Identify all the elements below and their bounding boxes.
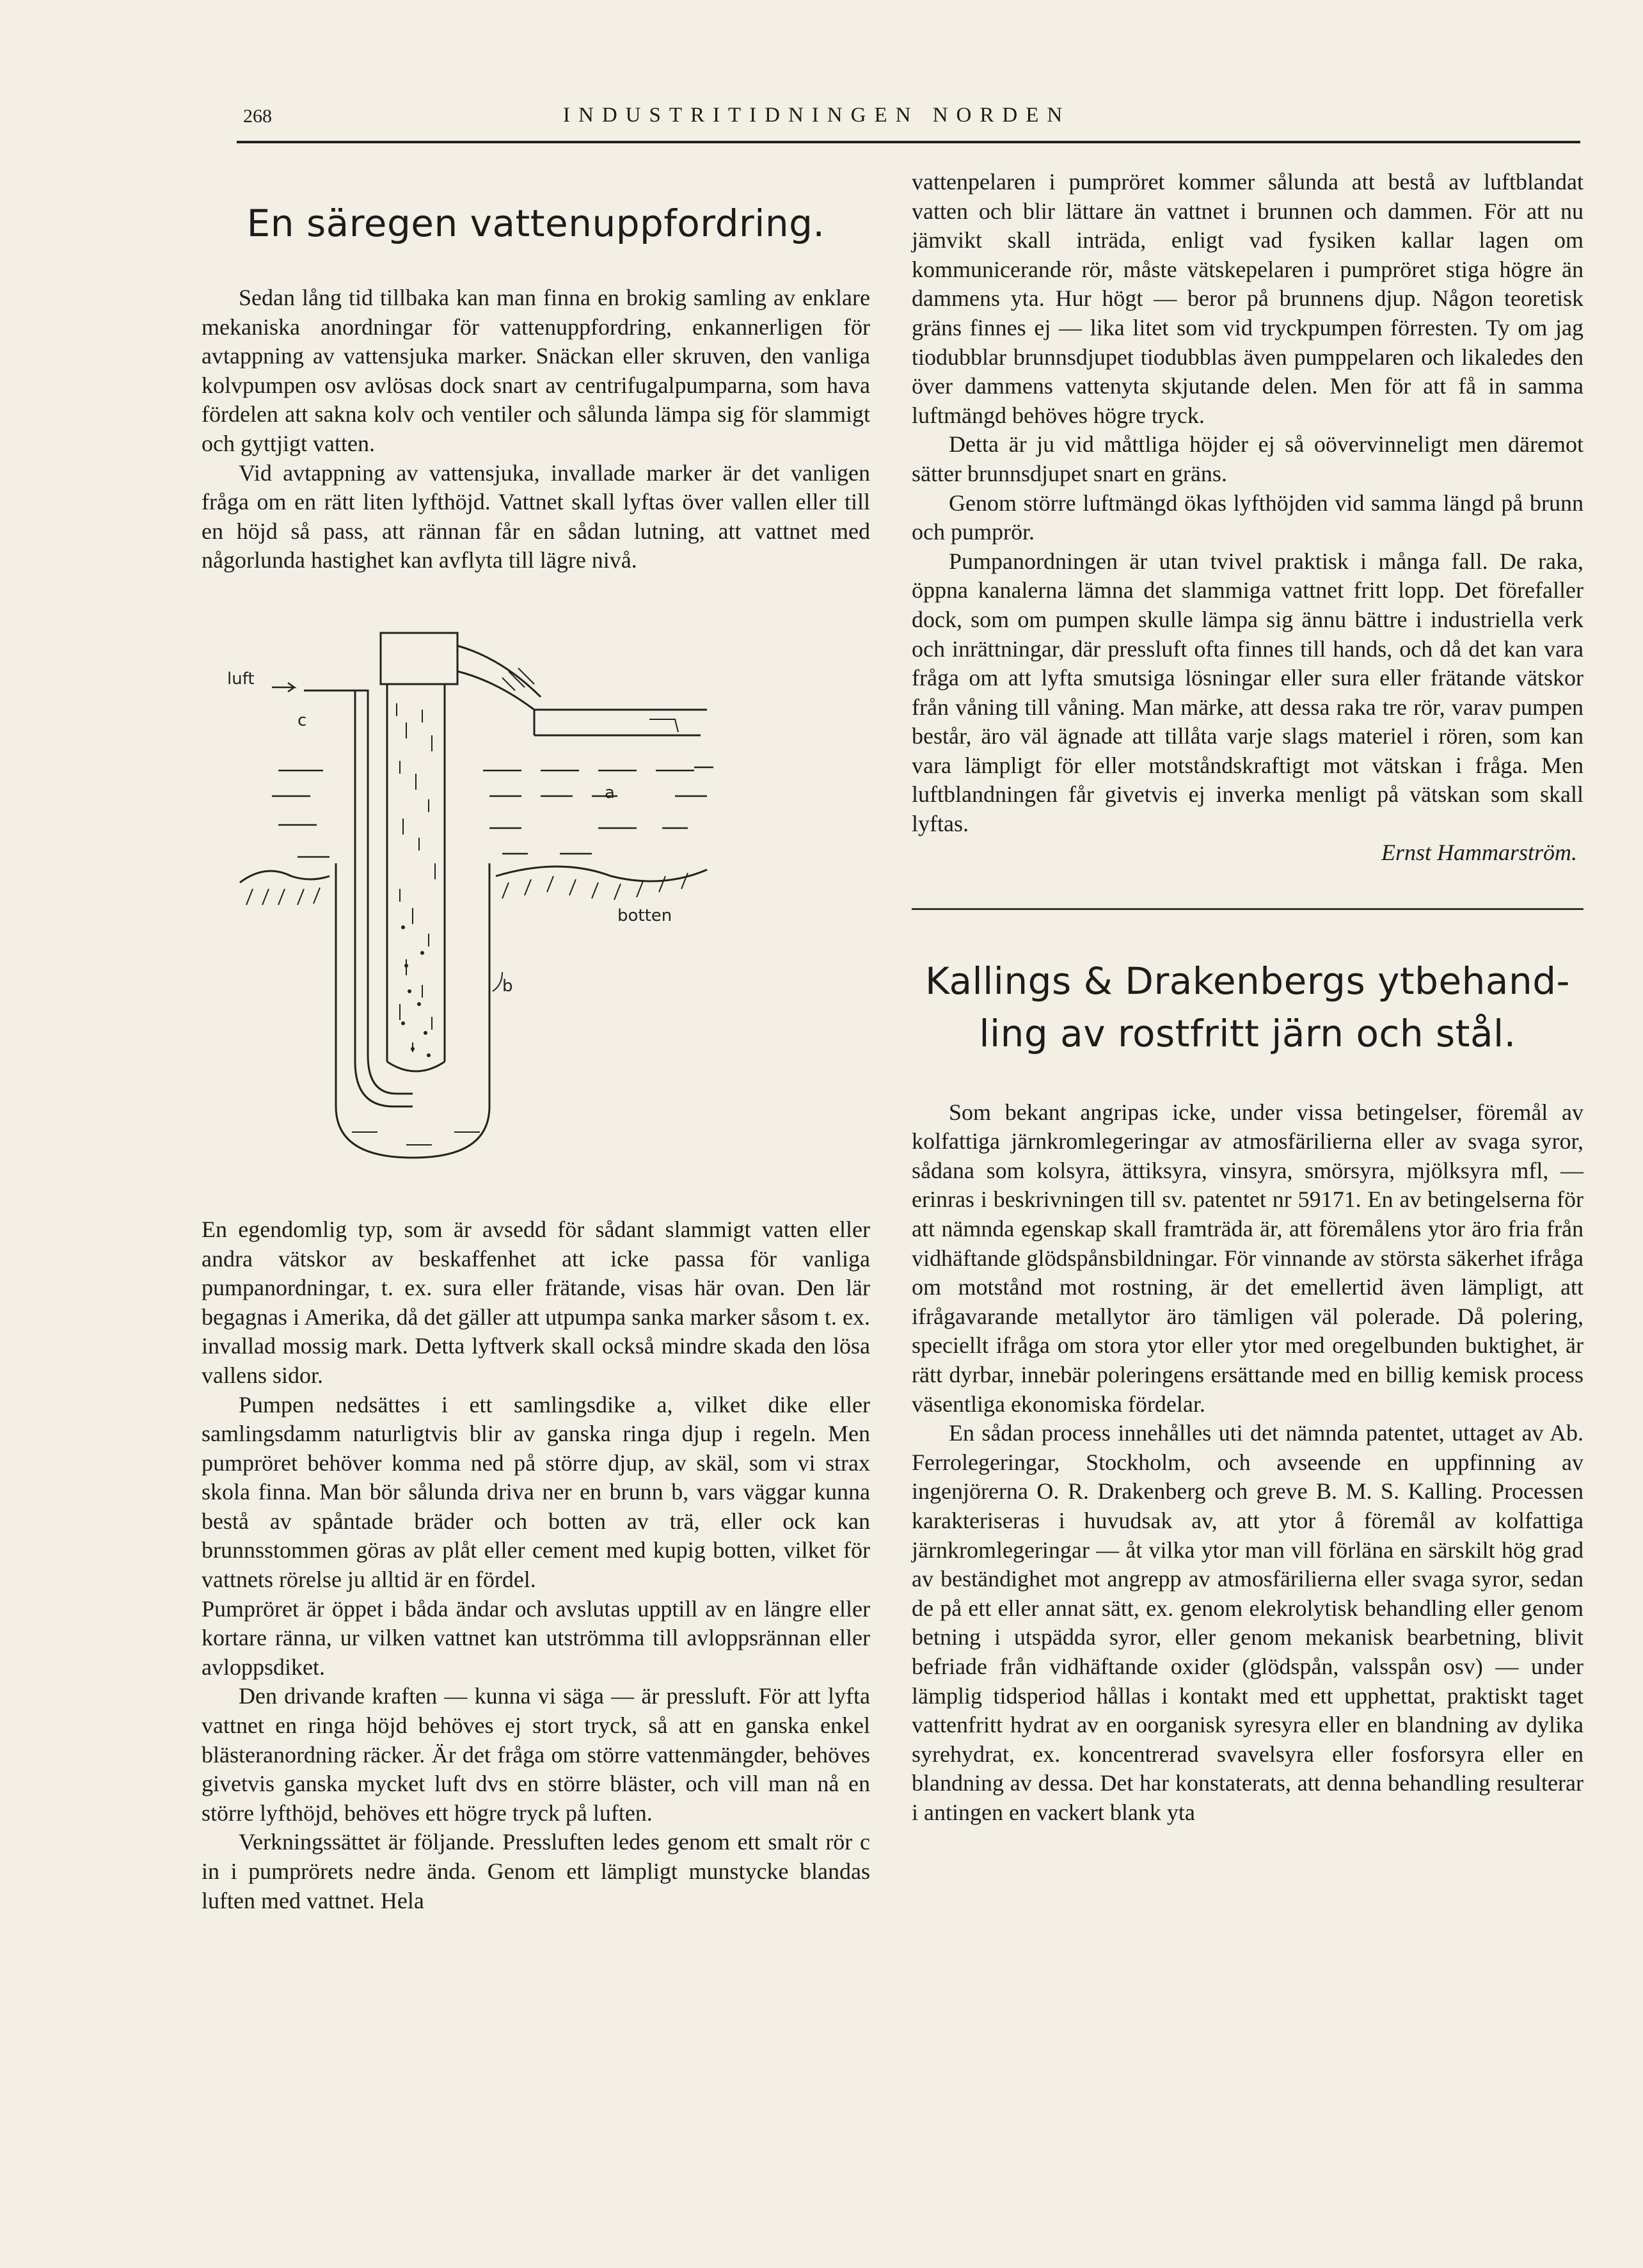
paragraph: Verkningssättet är följande. Pressluften ledes genom ett smalt rör c in i pumprörets nedre ända. Genom ett lämpligt munstycke blandas luften med vattnet. Hela: [202, 1829, 870, 1913]
label-botten: botten: [617, 906, 672, 925]
paragraph: Pumpanordningen är utan tvivel praktisk i många fall. De raka, öppna kanalerna lämna det slammiga vattnet fritt lopp. Det förefaller dock, som om pumpen skulle lämpa sig ännu bättre i industriella verk och inrättningar, där pressluft ofta finnes till hands, och då det kan vara fråga om att lyfta smutsiga lösningar eller sura eller frätande vätskor från våning till våning. Man märke, att dessa raka tre rör, varav pumpen består, äro väl ägnade att tillåta varje slags materiel i rören, som kan vara lämpligt för eller motståndskraftigt mot vätskan i fråga. Men luftblandningen får givetvis ej inverka menligt på vätskan som skall lyftas.: [912, 548, 1583, 837]
label-b: b: [502, 976, 513, 996]
pump-diagram: [202, 607, 870, 1183]
air-pipe-c: [304, 691, 413, 1106]
pump-pipe: [387, 684, 445, 1062]
paragraph: En sådan process innehålles uti det nämnda patentet, uttaget av Ab. Ferrolegeringar, Stockholm, och avseende en uppfinning av ingenjörerna O. R. Drakenberg och greve B. M. S. Kalling. Processen karakteriseras i huvudsak av, att ytor å föremål av kolfattiga järnkromlegeringar — åt vilka ytor man vill förläna en särskilt hög grad av beständighet mot angrepp av atmosfärilierna eller svaga syror, sedan de på ett eller annat sätt, ex. genom elekrolytisk behandling eller genom betning i utspädda syror, eller genom mekanisk bearbetning, blivit befriade från vidhäftande oxider (glödspån, valsspån osv) — under lämplig tidsperiod hållas i kontakt med ett upphettat, praktiskt taget vattenfritt hydrat av en oorganisk syresyra eller en blandning av dylika syrehydrat, ex. koncentrerad svavelsyra eller fosforsyra eller en blandning av dessa. Det har konstaterats, att denna behandling resulterar i antingen en vackert blank yta: [912, 1420, 1583, 1825]
label-c: c: [298, 710, 307, 730]
left-column: [202, 160, 870, 1915]
ground-left: [240, 871, 329, 882]
paragraph: Den drivande kraften — kunna vi säga — är pressluft. För att lyfta vattnet en ringa höjd behöves ej stort tryck, så att en ganska enkel blästeranordning räcker. Är det fråga om större vattenmängder, behöves givetvis ganska mycket luft dvs en större bläster, och vill man nå en större lyfthöjd, behöves ett högre tryck på luften.: [202, 1683, 870, 1826]
pump-diagram-svg: [202, 607, 870, 1183]
section-divider: [912, 908, 1583, 910]
paragraph: Sedan lång tid tillbaka kan man finna en brokig samling av enklare mekaniska anordningar för vattenuppfordring, enkannerligen för avtappning av vattensjuka marker. Snäckan eller skruven, den vanliga kolvpumpen osv avlösas dock snart av centrifugalpumparna, som hava fördelen att sakna kolv och ventiler och sålunda lämpa sig för slammigt och gyttjigt vatten.: [202, 285, 870, 456]
article1-continuation: [912, 168, 1583, 839]
header-rule: [237, 141, 1580, 143]
ground-right: [496, 866, 707, 881]
article2-title-line1: Kallings & Drakenbergs ytbehand-: [925, 959, 1570, 1003]
article1-body: [202, 1215, 870, 1915]
paragraph: Genom större luftmängd ökas lyfthöjden vid samma längd på brunn och pumprör.: [912, 490, 1583, 545]
well-b: [336, 863, 489, 1158]
article1-title: En säregen vattenuppfordring.: [246, 202, 825, 245]
paragraph: Pumpen nedsättes i ett samlingsdike a, vilket dike eller samlingsdamm naturligtvis blir av ganska ringa djup i regeln. Men pumpröret behöver komma ned på större djup, av skäl, som vi strax skola finna. Man bör sålunda driva ner en brunn b, vars väggar kunna bestå av spåntade bräder och botten av trä, eller ock kan brunnsstommen göras av plåt eller cement med kupig botten, vilket för vattnets rörelse ju alltid är en fördel.: [202, 1391, 870, 1593]
article2-title-line2: ling av rostfritt järn och stål.: [979, 1011, 1516, 1055]
label-luft: luft: [227, 669, 255, 689]
right-column: [912, 168, 1583, 1828]
paragraph: Pumpröret är öppet i båda ändar och avslutas upptill av en längre eller kortare ränna, ur vilken vattnet kan utströmma till avloppsrännan eller avloppsdiket.: [202, 1595, 870, 1680]
paragraph: En egendomlig typ, som är avsedd för sådant slammigt vatten eller andra vätskor av beskaffenhet att icke passa för vanliga pumpanordningar, t. ex. sura eller frätande, visas här ovan. Den lär begagnas i Amerika, då det gäller att utpumpa sanka marker såsom t. ex. invallad mossig mark. Detta lyftverk skall också mindre skada den lösa vallens sidor.: [202, 1216, 870, 1388]
paragraph: Som bekant angripas icke, under vissa betingelser, föremål av kolfattiga järnkromlegeringar av atmosfärilierna eller av svaga syror, sådana som kolsyra, ättiksyra, vinsyra, smörsyra, mjölksyra mfl, — erinras i beskrivningen till sv. patentet nr 59171. En av betingelserna för att nämnda egenskap skall framträda är, att föremålens ytor äro fria från vidhäftande glödspånsbildningar. För vinnande av största säkerhet ifråga om motstånd mot rostning, är det emellertid även lämpligt, att ifrågavarande metallytor äro tämligen väl polerade. Då polering, speciellt ifråga om stora ytor eller ytor med oregelbunden buktighet, är rätt dyrbar, innebär poleringens ersättande med en billig kemisk process väsentliga ekonomiska fördelar.: [912, 1099, 1583, 1417]
author-signature: Ernst Hammarström.: [1381, 839, 1577, 865]
running-head: INDUSTRITIDNINGEN NORDEN: [563, 104, 1071, 127]
article2-title: [912, 955, 1583, 1060]
article2-body: [912, 1098, 1583, 1828]
paragraph: Vid avtappning av vattensjuka, invallade marker är det vanligen fråga om en rätt liten lyfthöjd. Vattnet skall lyftas över vallen eller till en höjd så pass, att rännan får en sådan lutning, att vattnet med någorlunda hastighet kan avflyta till lägre nivå.: [202, 459, 870, 573]
paragraph: Detta är ju vid måttliga höjder ej så oövervinneligt men däremot sätter brunnsdjupet snart en gräns.: [912, 431, 1583, 486]
article1-intro: [202, 284, 870, 575]
paragraph: vattenpelaren i pumpröret kommer sålunda att bestå av luftblandat vatten och blir lättare än vattnet i brunnen och dammen. För att nu jämvikt skall inträda, enligt vad fysiken kallar lagen om kommunicerande rör, måste vätskepelaren i pumpröret stiga högre än dammens yta. Hur högt — beror på brunnens djup. Någon teoretisk gräns finnes ej — lika litet som vid tryckpumpen förresten. Ty om jag tiodubblar brunnsdjupet tiodubblas även pumppelaren och likaledes den över dammens vattenyta skjutande delen. Men för att få in samma luftmängd behöves högre tryck.: [912, 169, 1583, 428]
page-number: 268: [243, 106, 272, 127]
label-a: a: [605, 783, 615, 803]
